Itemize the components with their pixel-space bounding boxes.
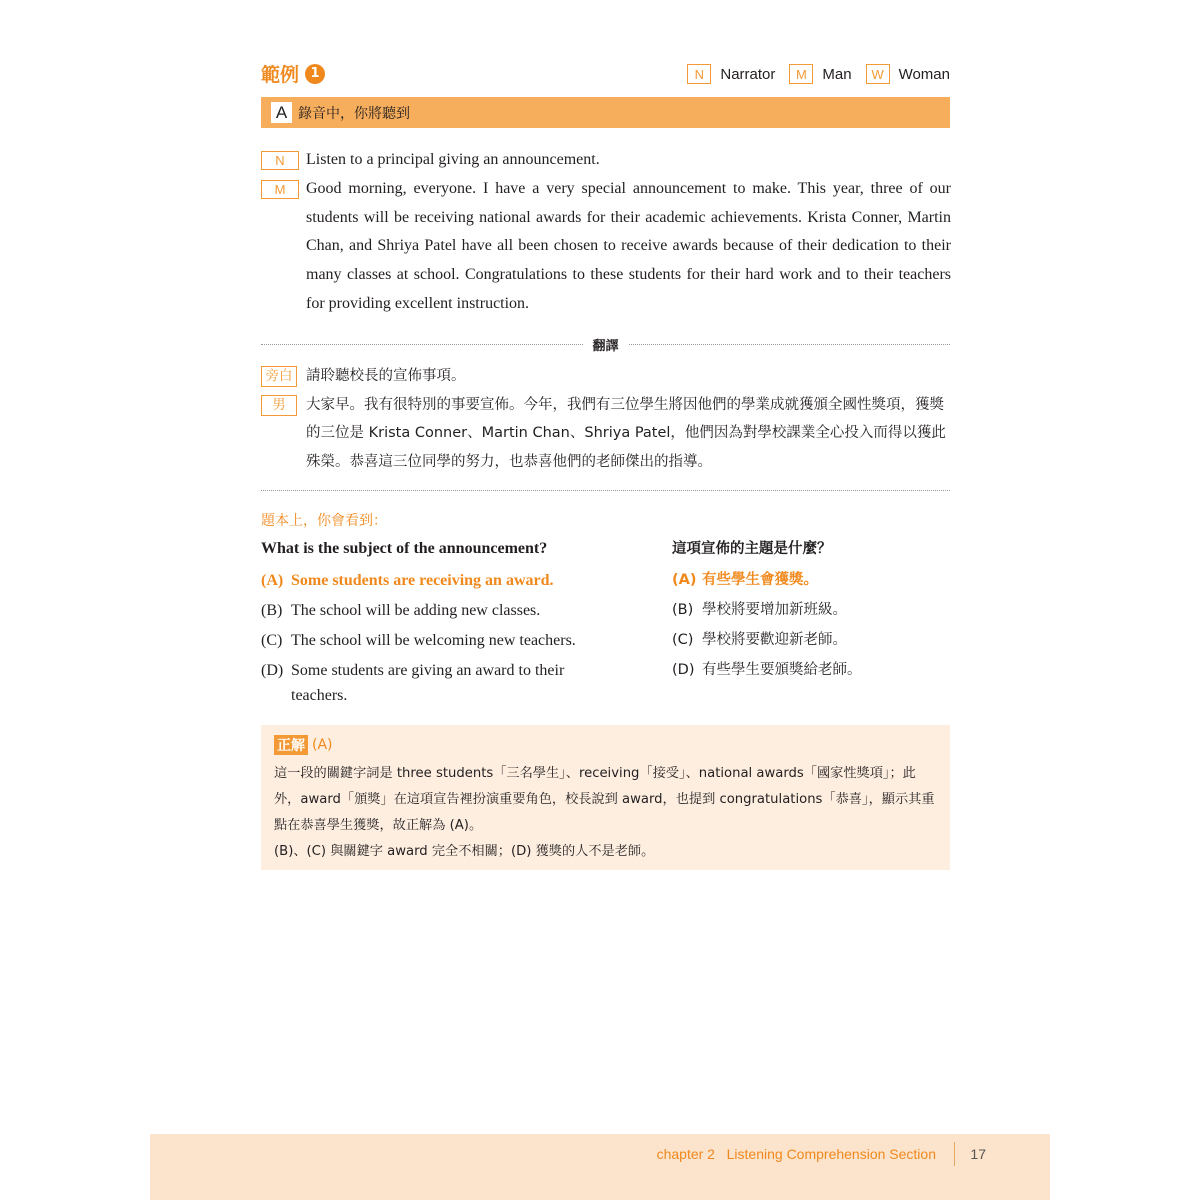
option-a xyxy=(261,568,621,593)
option-text: 學校將要歡迎新老師。 xyxy=(702,632,847,648)
option-label: (A) xyxy=(261,572,284,589)
footer-separator xyxy=(954,1142,955,1166)
option-text: The school will be welcoming new teachers. xyxy=(291,632,576,649)
page-footer xyxy=(150,1134,1050,1200)
option-c xyxy=(261,628,621,653)
option-text: The school will be adding new classes. xyxy=(291,602,541,619)
legend-narrator xyxy=(687,64,775,84)
answer-tag: 正解 xyxy=(274,735,308,755)
dialog-line xyxy=(261,175,951,319)
legend-code: W xyxy=(866,64,890,84)
option-a xyxy=(672,568,972,593)
explanation-note: (B)、(C) 與關鍵字 award 完全不相關；(D) 獲獎的人不是老師。 xyxy=(274,844,655,859)
translation-line xyxy=(261,391,951,477)
legend-label: Man xyxy=(822,65,852,83)
dialog-text: Good morning, everyone. I have a very special announcement to make. This year, three of our students will be receiving national awards for their academic achievements. Krista Conner, Martin Chan, and Shriya Patel have all been chosen to receive awards because of their dedication to their many classes at school. Congratulations to these students for their hard work and to their teachers for providing excellent instruction. xyxy=(306,179,951,312)
question-text: 這項宣佈的主題是什麼？ xyxy=(672,541,832,557)
option-d xyxy=(261,658,621,708)
example-number-badge: 1 xyxy=(305,64,325,84)
speaker-tag: 旁白 xyxy=(261,366,297,387)
speaker-tag: 男 xyxy=(261,395,297,416)
divider-line xyxy=(629,344,951,345)
example-label: 範例 xyxy=(261,64,300,86)
translation-label: 翻譯 xyxy=(592,338,619,354)
footer-chapter xyxy=(657,1146,936,1162)
section-banner xyxy=(261,97,950,128)
speaker-tag: N xyxy=(261,151,299,170)
option-label: (D) xyxy=(672,662,695,678)
answer-box xyxy=(261,725,950,870)
option-text: Some students are giving an award to their teachers. xyxy=(291,662,565,704)
question-english xyxy=(261,538,621,713)
option-text: 學校將要增加新班級。 xyxy=(702,602,847,618)
footer-chapter-number: chapter 2 xyxy=(656,1146,715,1162)
option-label: (B) xyxy=(672,602,694,618)
translation-text: 大家早。我有很特別的事要宣佈。今年，我們有三位學生將因他們的學業成就獲頒全國性獎項，獲獎的三位是 Krista Conner、Martin Chan、Shriya Patel，他們因為對學校課業全心投入而得以獲此殊榮。恭喜這三位同學的努力，也恭喜他們的老師傑出的指導。 xyxy=(306,396,946,470)
option-label: (A) xyxy=(672,572,697,588)
speaker-tag: M xyxy=(261,180,299,199)
translation-divider xyxy=(261,335,950,353)
page-number: 17 xyxy=(970,1146,986,1162)
option-text: 有些學生會獲獎。 xyxy=(702,572,818,588)
dialog-line xyxy=(261,146,951,175)
option-label: (D) xyxy=(261,662,284,679)
explanation-text: 這一段的關鍵字詞是 three students「三名學生」、receiving「接受」、national awards「國家性獎項」；此外，award「頒獎」在這項宣告裡扮演重要角色，校長說到 award，也提到 congratulations「恭喜」，顯示其重點在恭喜學生獲獎，故正解為 (A)。 xyxy=(274,766,935,833)
option-b xyxy=(261,598,621,623)
option-label: (C) xyxy=(261,632,283,649)
section-letter: A xyxy=(271,102,292,123)
question-text: What is the subject of the announcement? xyxy=(261,540,548,557)
speaker-legend xyxy=(673,64,950,84)
dialog-transcript xyxy=(261,146,951,319)
answer-explanation xyxy=(274,761,940,865)
option-c xyxy=(672,628,972,653)
option-d xyxy=(672,658,972,683)
option-text: 有些學生要頒獎給老師。 xyxy=(702,662,862,678)
booklet-label: 題本上，你會看到： xyxy=(261,513,387,529)
footer-section: Listening Comprehension Section xyxy=(726,1146,936,1162)
legend-woman xyxy=(866,64,950,84)
option-label: (C) xyxy=(672,632,694,648)
translation-text: 請聆聽校長的宣佈事項。 xyxy=(306,368,466,384)
section-banner-text: 錄音中，你將聽到 xyxy=(298,105,410,122)
section-divider xyxy=(261,490,950,491)
answer-heading xyxy=(274,735,333,755)
divider-line xyxy=(261,344,583,345)
option-text: Some students are receiving an award. xyxy=(291,572,554,589)
translation-line xyxy=(261,362,951,391)
legend-man xyxy=(789,64,851,84)
answer-value: (A) xyxy=(312,737,333,753)
legend-code: N xyxy=(687,64,711,84)
dialog-text: Listen to a principal giving an announcement. xyxy=(306,151,600,168)
example-title xyxy=(261,60,325,87)
question-chinese xyxy=(672,538,972,688)
translation-block xyxy=(261,362,951,476)
legend-label: Woman xyxy=(898,65,950,83)
legend-label: Narrator xyxy=(720,65,776,83)
option-label: (B) xyxy=(261,602,283,619)
legend-code: M xyxy=(789,64,813,84)
option-b xyxy=(672,598,972,623)
